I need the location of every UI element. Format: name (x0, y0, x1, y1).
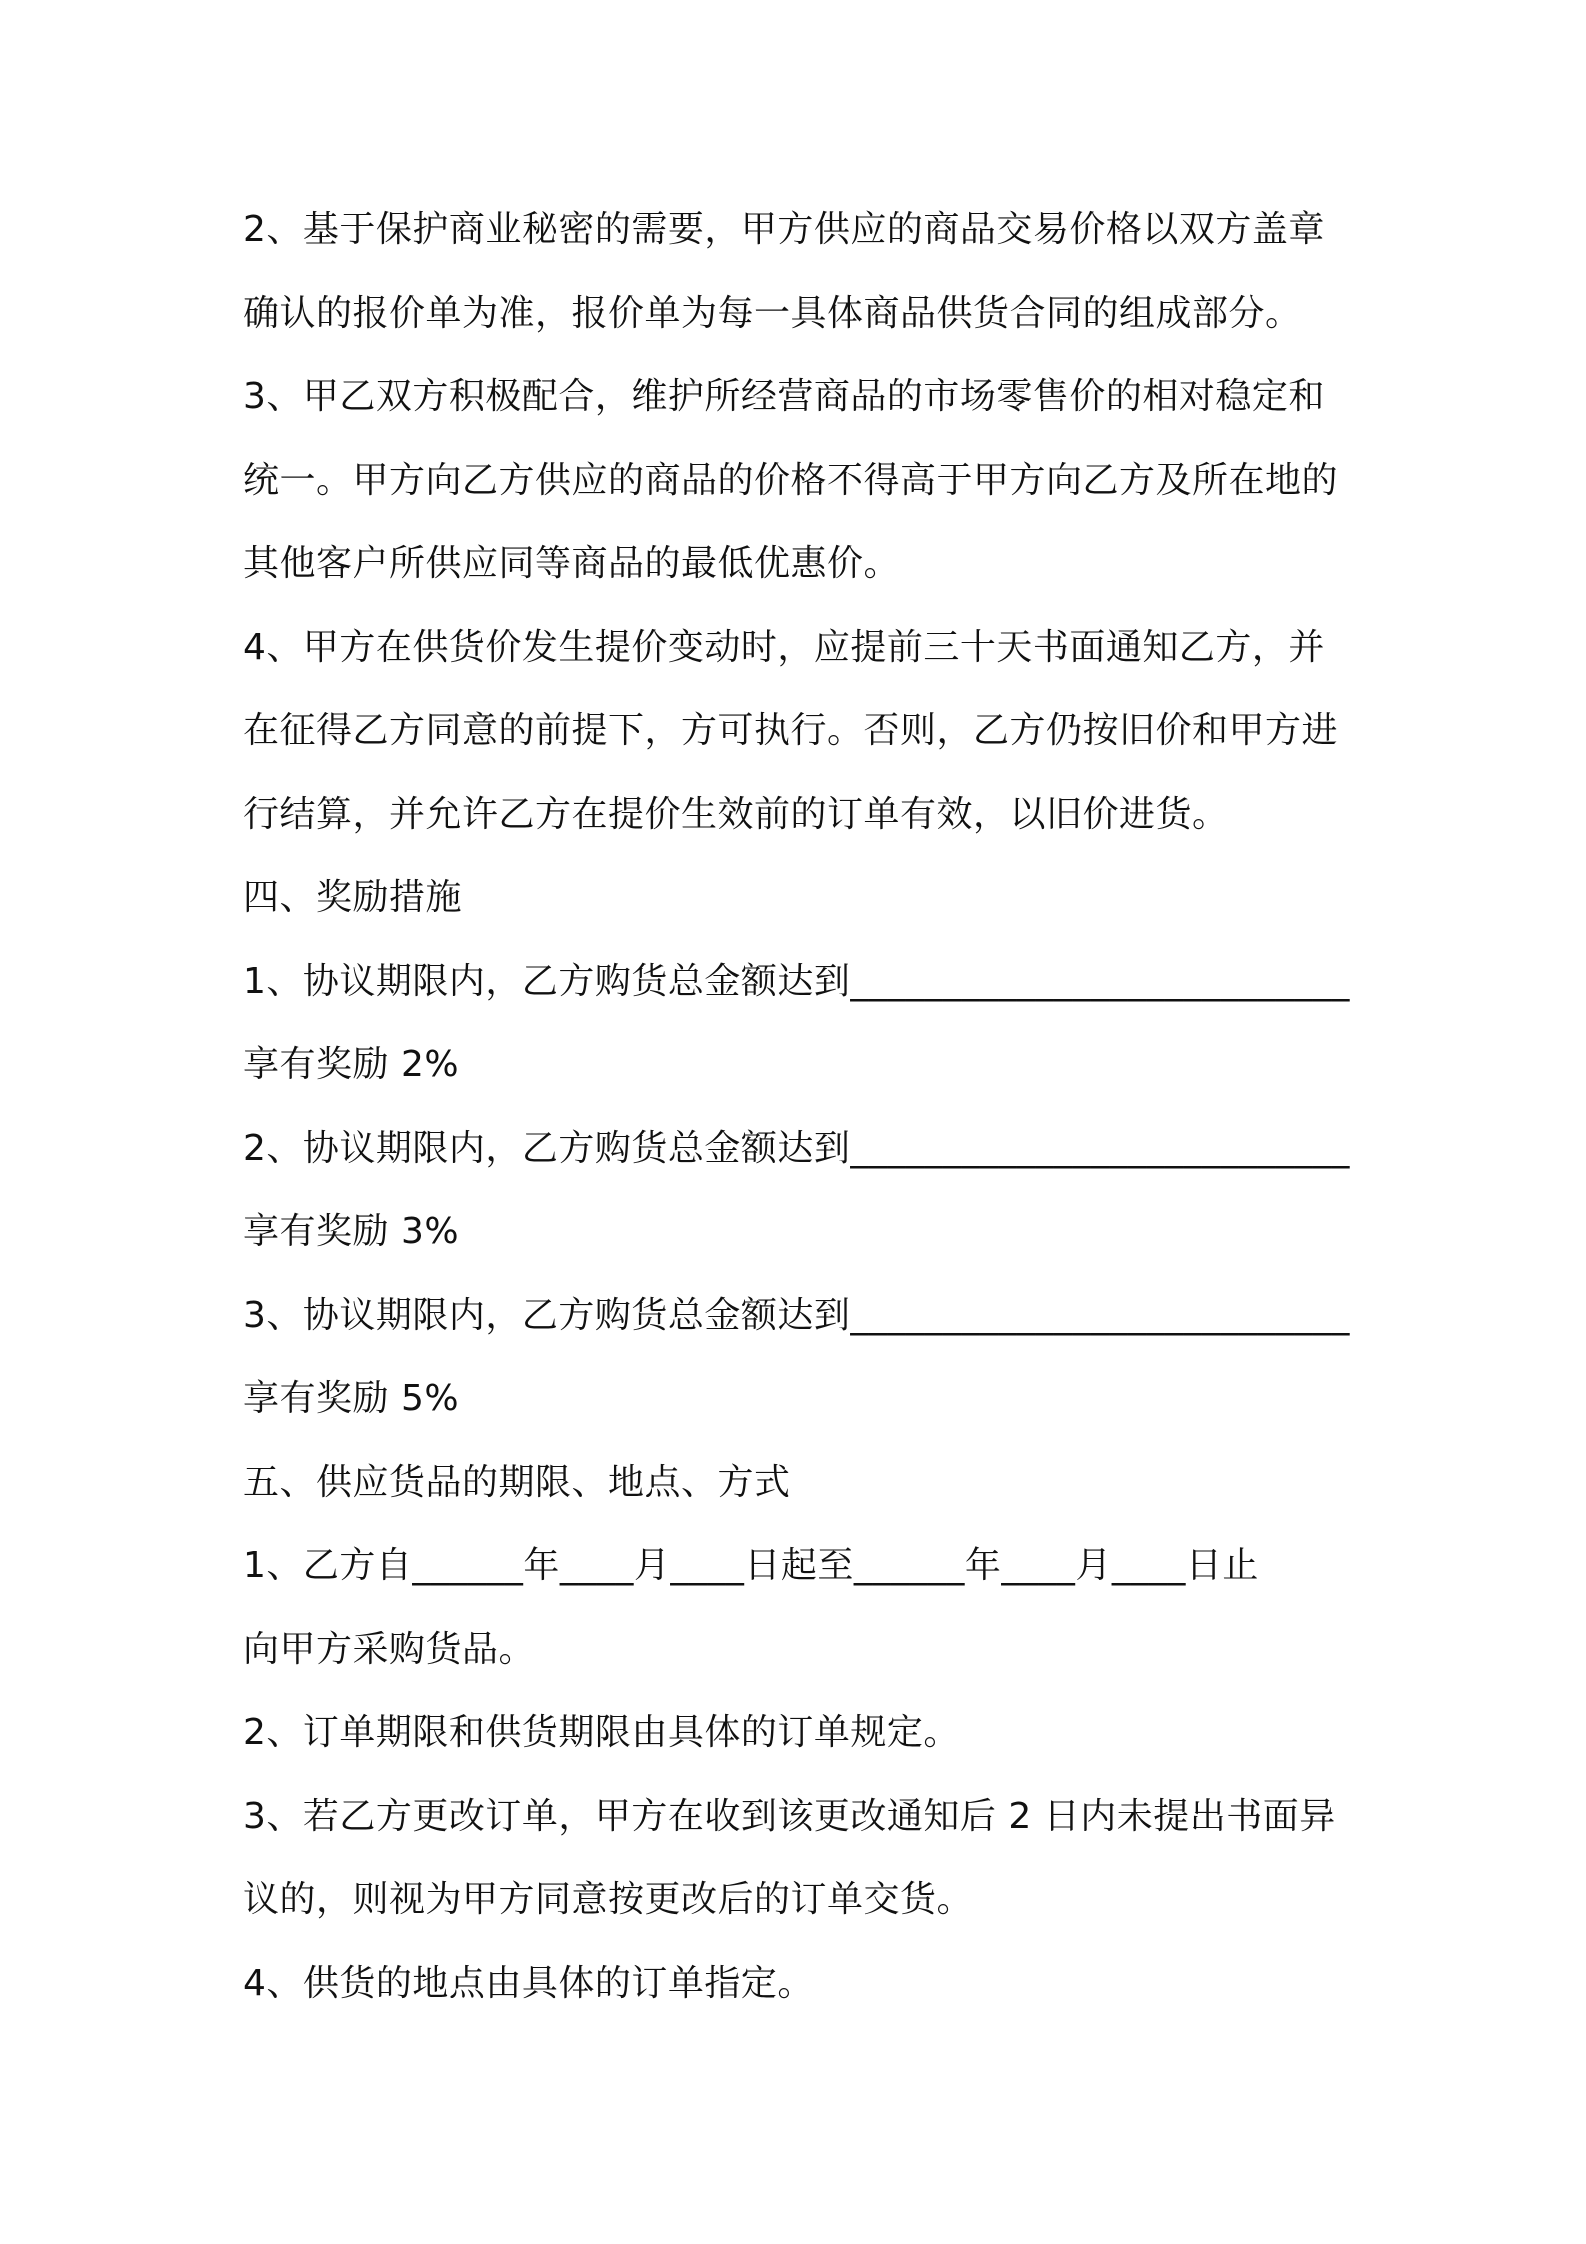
text-line: 在征得乙方同意的前提下，方可执行。否则，乙方仍按旧价和甲方进 (243, 710, 1339, 751)
text-line: 行结算，并允许乙方在提价生效前的订单有效，以旧价进货。 (243, 794, 1229, 835)
text-line: 享有奖励 2% (243, 1044, 460, 1085)
text-line: 享有奖励 5% (243, 1378, 460, 1419)
section-heading: 五、供应货品的期限、地点、方式 (243, 1462, 791, 1503)
text-line: 确认的报价单为准，报价单为每一具体商品供货合同的组成部分。 (243, 293, 1302, 334)
text-line: 议的，则视为甲方同意按更改后的订单交货。 (243, 1879, 974, 1920)
text-line: 3、协议期限内，乙方购货总金额达到___________________________ (243, 1295, 1350, 1336)
text-line: 1、协议期限内，乙方购货总金额达到___________________________ (243, 961, 1350, 1002)
text-line: 4、甲方在供货价发生提价变动时，应提前三十天书面通知乙方，并 (243, 627, 1325, 668)
text-line: 统一。甲方向乙方供应的商品的价格不得高于甲方向乙方及所在地的 (243, 460, 1339, 501)
text-line: 享有奖励 3% (243, 1211, 460, 1252)
text-line: 3、甲乙双方积极配合，维护所经营商品的市场零售价的相对稳定和 (243, 376, 1325, 417)
section-heading: 四、奖励措施 (243, 877, 463, 918)
text-line: 2、基于保护商业秘密的需要，甲方供应的商品交易价格以双方盖章 (243, 209, 1325, 250)
text-line: 2、订单期限和供货期限由具体的订单规定。 (243, 1712, 960, 1753)
text-line: 其他客户所供应同等商品的最低优惠价。 (243, 543, 901, 584)
text-line: 3、若乙方更改订单，甲方在收到该更改通知后 2 日内未提出书面异 (243, 1796, 1336, 1837)
text-line: 向甲方采购货品。 (243, 1629, 536, 1670)
text-line: 4、供货的地点由具体的订单指定。 (243, 1963, 814, 2004)
text-line: 1、乙方自______年____月____日起至______年____月____日止 (243, 1545, 1259, 1586)
text-line: 2、协议期限内，乙方购货总金额达到___________________________ (243, 1128, 1350, 1169)
